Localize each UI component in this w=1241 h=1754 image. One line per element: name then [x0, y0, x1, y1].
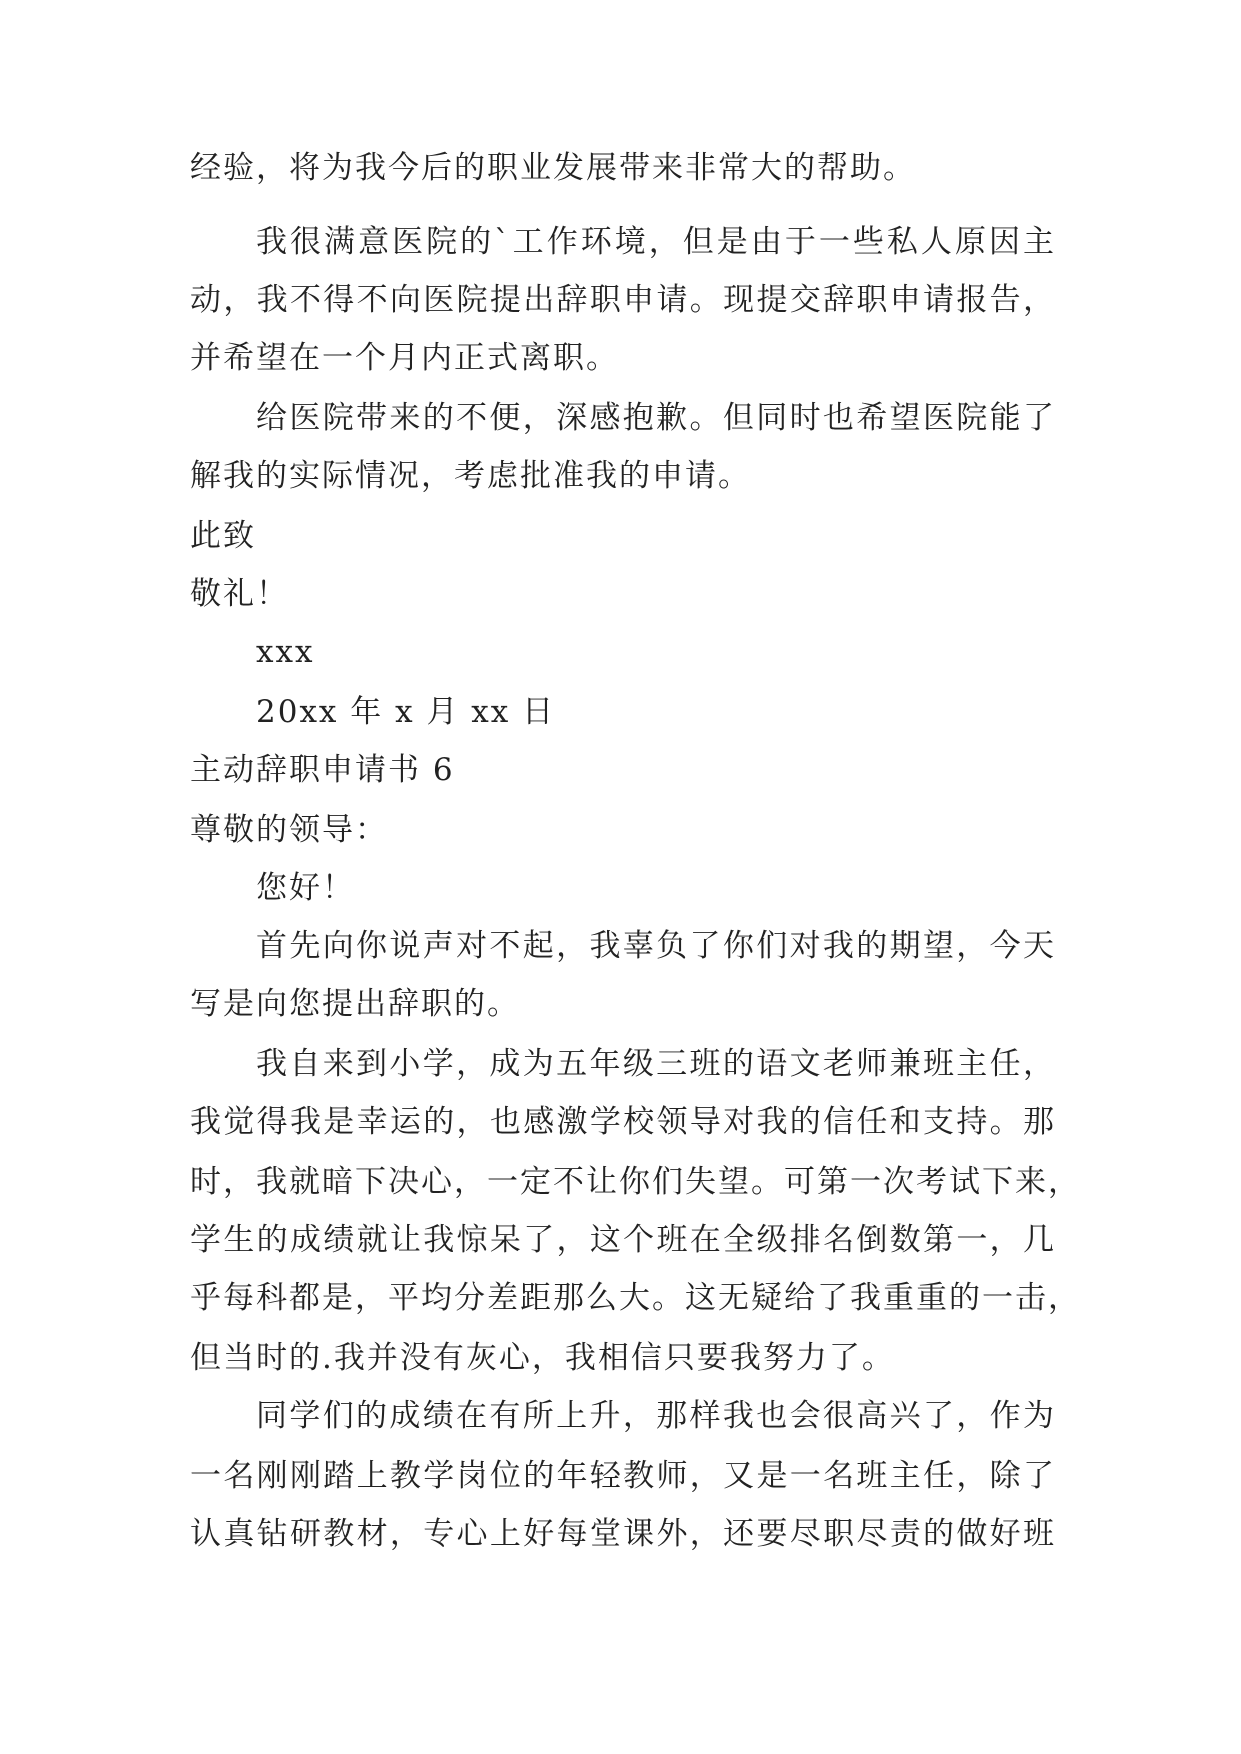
text-line: 我觉得我是幸运的，也感激学校领导对我的信任和支持。那 — [190, 1104, 1056, 1140]
closing-line: 敬礼！ — [190, 576, 289, 612]
text-line: 写是向您提出辞职的。 — [190, 986, 520, 1022]
text-line: 解我的实际情况，考虑批准我的申请。 — [190, 458, 751, 494]
salutation-line: 此致 — [190, 518, 256, 554]
greeting-line: 尊敬的领导： — [190, 812, 388, 848]
text-line: 经验，将为我今后的职业发展带来非常大的帮助。 — [190, 150, 916, 186]
text-line: 我自来到小学，成为五年级三班的语文老师兼班主任， — [256, 1046, 1056, 1082]
text-line: 学生的成绩就让我惊呆了，这个班在全级排名倒数第一，几 — [190, 1222, 1056, 1258]
text-line: 时，我就暗下决心，一定不让你们失望。可第一次考试下来， — [190, 1164, 1081, 1200]
text-line: 并希望在一个月内正式离职。 — [190, 340, 619, 376]
text-line: 但当时的.我并没有灰心，我相信只要我努力了。 — [190, 1340, 895, 1376]
text-line: 给医院带来的不便，深感抱歉。但同时也希望医院能了 — [256, 400, 1056, 436]
greeting-line: 您好！ — [256, 870, 355, 906]
text-line: 乎每科都是，平均分差距那么大。这无疑给了我重重的一击， — [190, 1280, 1081, 1316]
text-line: 同学们的成绩在有所上升，那样我也会很高兴了，作为 — [256, 1398, 1056, 1434]
text-line: 认真钻研教材，专心上好每堂课外，还要尽职尽责的做好班 — [190, 1516, 1056, 1552]
text-line: 动，我不得不向医院提出辞职申请。现提交辞职申请报告， — [190, 282, 1056, 318]
text-line: 我很满意医院的`工作环境，但是由于一些私人原因主 — [256, 224, 1056, 260]
text-line: 一名刚刚踏上教学岗位的年轻教师，又是一名班主任，除了 — [190, 1458, 1056, 1494]
text-line: 首先向你说声对不起，我辜负了你们对我的期望，今天 — [256, 928, 1056, 964]
signature-name: xxx — [256, 634, 315, 670]
section-title: 主动辞职申请书 6 — [190, 752, 455, 788]
signature-date: 20xx 年 x 月 xx 日 — [256, 694, 556, 730]
